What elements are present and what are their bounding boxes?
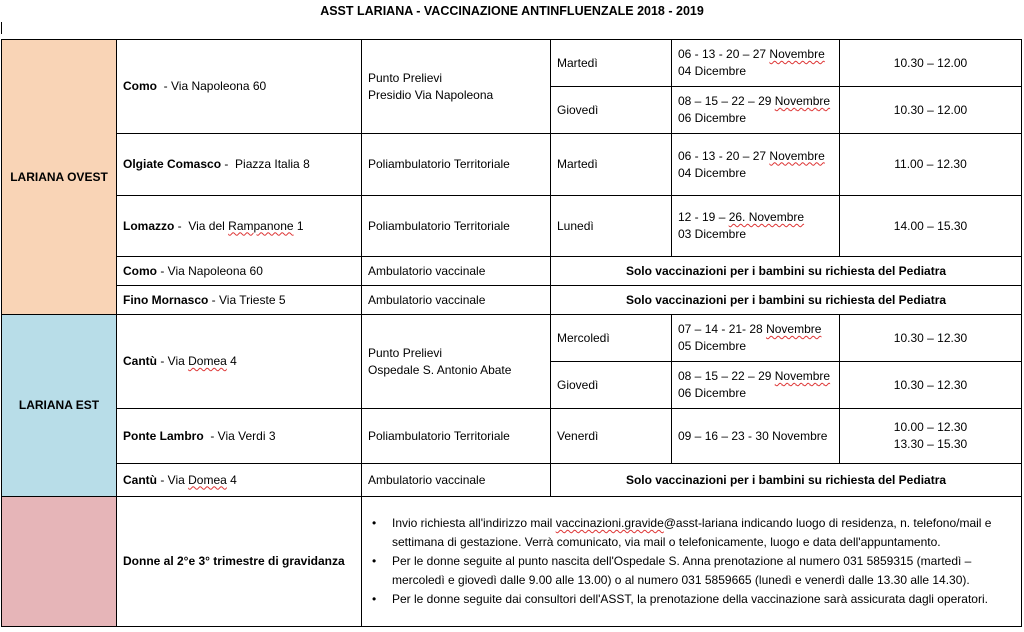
location-cell: Como - Via Napoleona 60: [117, 40, 362, 134]
email-link[interactable]: vaccinazioni.gravide: [555, 516, 664, 530]
table-row: [2, 286, 1022, 315]
notes-list: [366, 514, 1013, 609]
city-name: Cantù: [123, 354, 157, 368]
day-cell: Venerdì: [551, 409, 672, 464]
dates-text: 03 Dicembre: [678, 227, 747, 241]
list-item: • Per le donne seguite al punto nascita dell'Ospedale S. Anna prenotazione al numero 031 5859315 (martedì – mercoledì e giovedì dalle 9.00 alle 13.00) o al numero 031 5859665 (lunedì e venerdì dalle 13.30 alle 14.30).: [392, 552, 1013, 590]
address: Via del: [188, 218, 229, 233]
table-row: [2, 497, 1022, 627]
dates-cell: [672, 362, 840, 409]
pediatric-note: Solo vaccinazioni per i bambini su richiesta del Pediatra: [551, 464, 1022, 497]
dates-month: Novembre: [774, 369, 831, 383]
address-word: Domea: [188, 354, 227, 368]
table-row: [2, 409, 1022, 464]
day-cell: Giovedì: [551, 362, 672, 409]
location-cell: Cantù - Via Domea 4: [117, 464, 362, 497]
dates-cell: [672, 315, 840, 362]
address: 4: [226, 472, 237, 487]
location-cell: Fino Mornasco - Via Trieste 5: [117, 286, 362, 315]
city-name: Cantù: [123, 472, 157, 487]
day-cell: Martedì: [551, 40, 672, 87]
address: Via Trieste 5: [219, 292, 286, 307]
city-name: Como: [123, 79, 157, 93]
time-text: 10.00 – 12.30: [893, 420, 968, 434]
place-cell: Poliambulatorio Territoriale: [362, 409, 551, 464]
time-cell: 14.00 – 15.30: [840, 196, 1022, 257]
dates-cell: [672, 134, 840, 196]
note-text: Invio richiesta all'indirizzo mail: [392, 516, 556, 530]
page-title: ASST LARIANA - VACCINAZIONE ANTINFLUENZALE 2018 - 2019: [320, 4, 704, 18]
dates-month: 26. Novembre: [728, 210, 805, 224]
city-name: Fino Mornasco: [123, 292, 209, 307]
pediatric-note: Solo vaccinazioni per i bambini su richiesta del Pediatra: [551, 286, 1022, 315]
table-row: [2, 134, 1022, 196]
note-text: @asst-lariana indicando luogo di residenza, n. telefono/mail e settimana di gestazione. Verrà comunicato, via mail o telefonicamente, luogo e data dell'appuntamento.: [392, 516, 992, 549]
address: Piazza Italia 8: [235, 157, 310, 171]
region-gravidanza: [2, 497, 117, 627]
address-word: Domea: [188, 472, 227, 487]
table-row: [2, 196, 1022, 257]
location-cell: Ponte Lambro - Via Verdi 3: [117, 409, 362, 464]
table-row: [2, 257, 1022, 286]
place-line: Punto Prelievi: [368, 345, 443, 360]
dates-text: 06 - 13 - 20 – 27: [678, 148, 770, 163]
city-name: Olgiate Comasco: [123, 157, 222, 171]
dates-month: Novembre: [766, 322, 822, 336]
dates-cell: [672, 196, 840, 257]
list-item: [392, 514, 1013, 552]
day-cell: Giovedì: [551, 87, 672, 134]
dates-month: Novembre: [769, 148, 825, 163]
city-name: Lomazzo: [123, 218, 175, 233]
time-text: 13.30 – 15.30: [893, 437, 968, 451]
place-cell: Ambulatorio vaccinale: [362, 286, 551, 315]
day-cell: Martedì: [551, 134, 672, 196]
dates-text: 04 Dicembre: [678, 165, 747, 180]
dates-cell: [672, 40, 840, 87]
region-lariana-ovest: LARIANA OVEST: [2, 40, 117, 315]
place-cell: Poliambulatorio Territoriale: [362, 134, 551, 196]
dates-text: 06 Dicembre: [678, 386, 747, 400]
dates-text: 08 – 15 – 22 – 29: [678, 369, 775, 383]
table-row: [2, 40, 1022, 87]
address: Via Napoleona 60: [171, 79, 267, 93]
address: Via Verdi 3: [217, 428, 276, 443]
dates-text: 04 Dicembre: [678, 64, 747, 78]
address: Via: [167, 472, 189, 487]
table-row: [2, 464, 1022, 497]
city-name: Como: [123, 263, 157, 278]
dates-text: 12 - 19 –: [678, 210, 729, 224]
dates-text: 06 - 13 - 20 – 27: [678, 47, 770, 61]
time-cell: 10.30 – 12.30: [840, 362, 1022, 409]
place-cell: Ambulatorio vaccinale: [362, 464, 551, 497]
place-cell: [362, 40, 551, 134]
dates-month: Novembre: [774, 94, 831, 108]
address: Via: [167, 354, 189, 368]
dates-cell: [672, 87, 840, 134]
day-cell: Mercoledì: [551, 315, 672, 362]
table-row: [2, 315, 1022, 362]
vaccination-schedule-table: [1, 39, 1022, 627]
time-cell: [840, 409, 1022, 464]
dates-text: 06 Dicembre: [678, 111, 747, 125]
time-cell: 11.00 – 12.30: [840, 134, 1022, 196]
place-line: Ospedale S. Antonio Abate: [368, 362, 512, 377]
time-cell: 10.30 – 12.00: [840, 40, 1022, 87]
place-cell: Poliambulatorio Territoriale: [362, 196, 551, 257]
location-cell: Cantù - Via Domea 4: [117, 315, 362, 409]
location-cell: Como - Via Napoleona 60: [117, 257, 362, 286]
margin-mark: [1, 22, 2, 34]
city-name: Ponte Lambro: [123, 428, 204, 443]
place-line: Punto Prelievi: [368, 70, 443, 85]
time-cell: 10.30 – 12.30: [840, 315, 1022, 362]
address: 4: [226, 354, 237, 368]
dates-month: Novembre: [769, 47, 825, 61]
pediatric-note: Solo vaccinazioni per i bambini su richiesta del Pediatra: [551, 257, 1022, 286]
location-cell: Lomazzo - Via del Rampanone 1: [117, 196, 362, 257]
place-line: Presidio Via Napoleona: [368, 87, 494, 102]
time-cell: 10.30 – 12.00: [840, 87, 1022, 134]
place-cell: Ambulatorio vaccinale: [362, 257, 551, 286]
region-lariana-est: LARIANA EST: [2, 315, 117, 497]
list-item: • Per le donne seguite dai consultori dell'ASST, la prenotazione della vaccinazione sarà assicurata dagli operatori.: [392, 590, 1013, 609]
dates-text: 08 – 15 – 22 – 29: [678, 94, 775, 108]
location-cell: Olgiate Comasco - Piazza Italia 8: [117, 134, 362, 196]
pregnancy-notes: [362, 497, 1022, 627]
address: 1: [293, 218, 304, 233]
dates-text: 05 Dicembre: [678, 339, 747, 353]
address-word: Rampanone: [228, 218, 294, 233]
dates-cell: 09 – 16 – 23 - 30 Novembre: [672, 409, 840, 464]
place-cell: [362, 315, 551, 409]
dates-text: 07 – 14 - 21- 28: [678, 322, 767, 336]
pregnancy-label: Donne al 2°e 3° trimestre di gravidanza: [117, 497, 362, 627]
day-cell: Lunedì: [551, 196, 672, 257]
address: Via Napoleona 60: [167, 263, 263, 278]
